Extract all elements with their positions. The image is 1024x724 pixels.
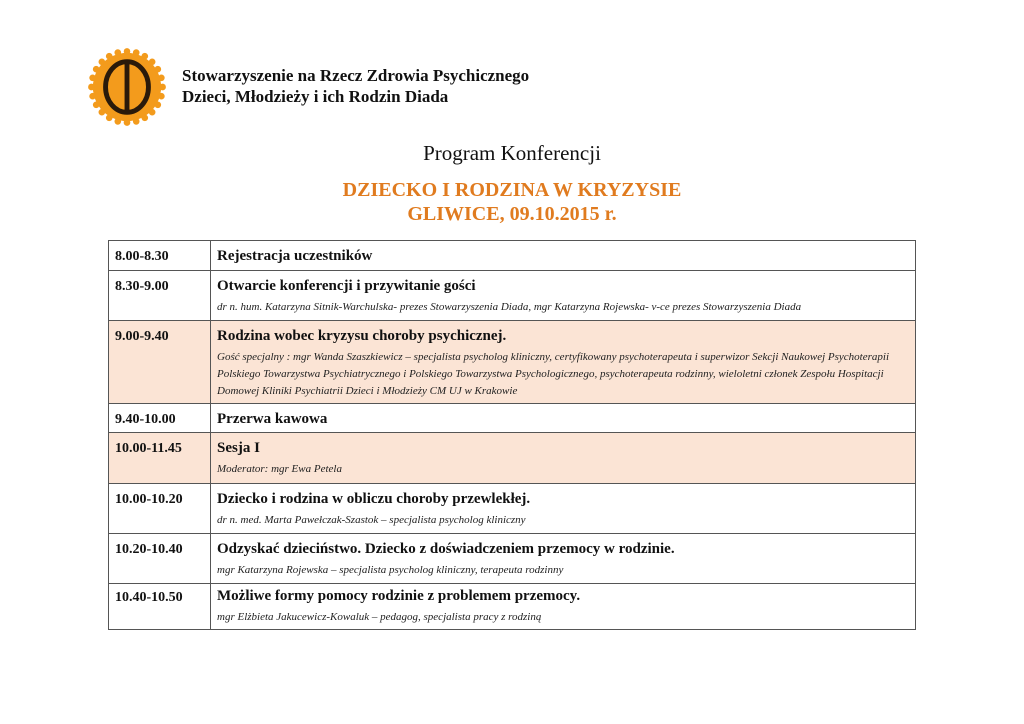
schedule-time: 10.00-10.20 <box>109 484 211 534</box>
schedule-time: 9.00-9.40 <box>109 321 211 404</box>
schedule-title: Możliwe formy pomocy rodzinie z problemem przemocy. <box>217 588 581 604</box>
conference-name: DZIECKO I RODZINA W KRYZYSIE <box>342 179 682 201</box>
schedule-row <box>109 584 916 630</box>
schedule-row <box>109 241 916 271</box>
page-title: Program Konferencji <box>423 141 601 165</box>
schedule-speaker: mgr Katarzyna Rojewska – specjalista psycholog kliniczny, terapeuta rodzinny <box>217 564 564 576</box>
schedule-row <box>109 534 916 584</box>
schedule-speaker: mgr Elżbieta Jakucewicz-Kowaluk – pedagog, specjalista pracy z rodziną <box>217 611 542 623</box>
schedule-content <box>211 271 916 321</box>
schedule-title: Otwarcie konferencji i przywitanie gości <box>217 278 476 294</box>
schedule-content <box>211 433 916 484</box>
schedule-title: Rejestracja uczestników <box>217 248 373 264</box>
schedule-content <box>211 484 916 534</box>
schedule-table <box>108 240 916 630</box>
schedule-title: Odzyskać dzieciństwo. Dziecko z doświadczeniem przemocy w rodzinie. <box>217 541 675 557</box>
schedule-title: Rodzina wobec kryzysu choroby psychicznej. <box>217 328 507 344</box>
schedule-time: 10.40-10.50 <box>109 584 211 630</box>
schedule-row <box>109 271 916 321</box>
schedule-speaker: Gość specjalny : mgr Wanda Szaszkiewicz – specjalista psycholog kliniczny, certyfikowany psychoterapeuta i superwizor Sekcji Naukowej Psychoterapii Polskiego Towarzystwa Psychiatrycznego i Polskiego Towarzystwa Psychologicznego, psychoterapeuta rodzinny, wieloletni członek Zespołu Hospitacji Domowej Kliniki Psychiatrii Dzieci i Młodzieży CM UJ w Krakowie <box>217 351 890 397</box>
schedule-time: 9.40-10.00 <box>109 404 211 433</box>
schedule-title: Sesja I <box>217 440 260 456</box>
schedule-moderator: Moderator: mgr Ewa Petela <box>217 463 342 475</box>
diada-logo <box>88 48 166 126</box>
schedule-row-highlighted <box>109 433 916 484</box>
conference-date: GLIWICE, 09.10.2015 r. <box>407 203 617 225</box>
schedule-time: 8.30-9.00 <box>109 271 211 321</box>
schedule-content <box>211 584 916 630</box>
schedule-time: 8.00-8.30 <box>109 241 211 271</box>
schedule-content <box>211 534 916 584</box>
schedule-row-highlighted <box>109 321 916 404</box>
schedule-time: 10.00-11.45 <box>109 433 211 484</box>
schedule-speaker: dr n. med. Marta Pawełczak-Szastok – specjalista psycholog kliniczny <box>217 514 526 526</box>
org-name-line2: Dzieci, Młodzieży i ich Rodzin Diada <box>182 87 449 106</box>
schedule-speaker: dr n. hum. Katarzyna Sitnik-Warchulska- prezes Stowarzyszenia Diada, mgr Katarzyna Rojewska- v-ce prezes Stowarzyszenia Diada <box>217 301 802 313</box>
organization-name <box>182 65 529 107</box>
org-name-line1: Stowarzyszenie na Rzecz Zdrowia Psychicznego <box>182 66 530 85</box>
schedule-content <box>211 321 916 404</box>
schedule-row <box>109 404 916 433</box>
schedule-content <box>211 404 916 433</box>
schedule-title: Przerwa kawowa <box>217 411 328 427</box>
schedule-title: Dziecko i rodzina w obliczu choroby przewlekłej. <box>217 491 531 507</box>
schedule-content <box>211 241 916 271</box>
schedule-time: 10.20-10.40 <box>109 534 211 584</box>
schedule-row <box>109 484 916 534</box>
